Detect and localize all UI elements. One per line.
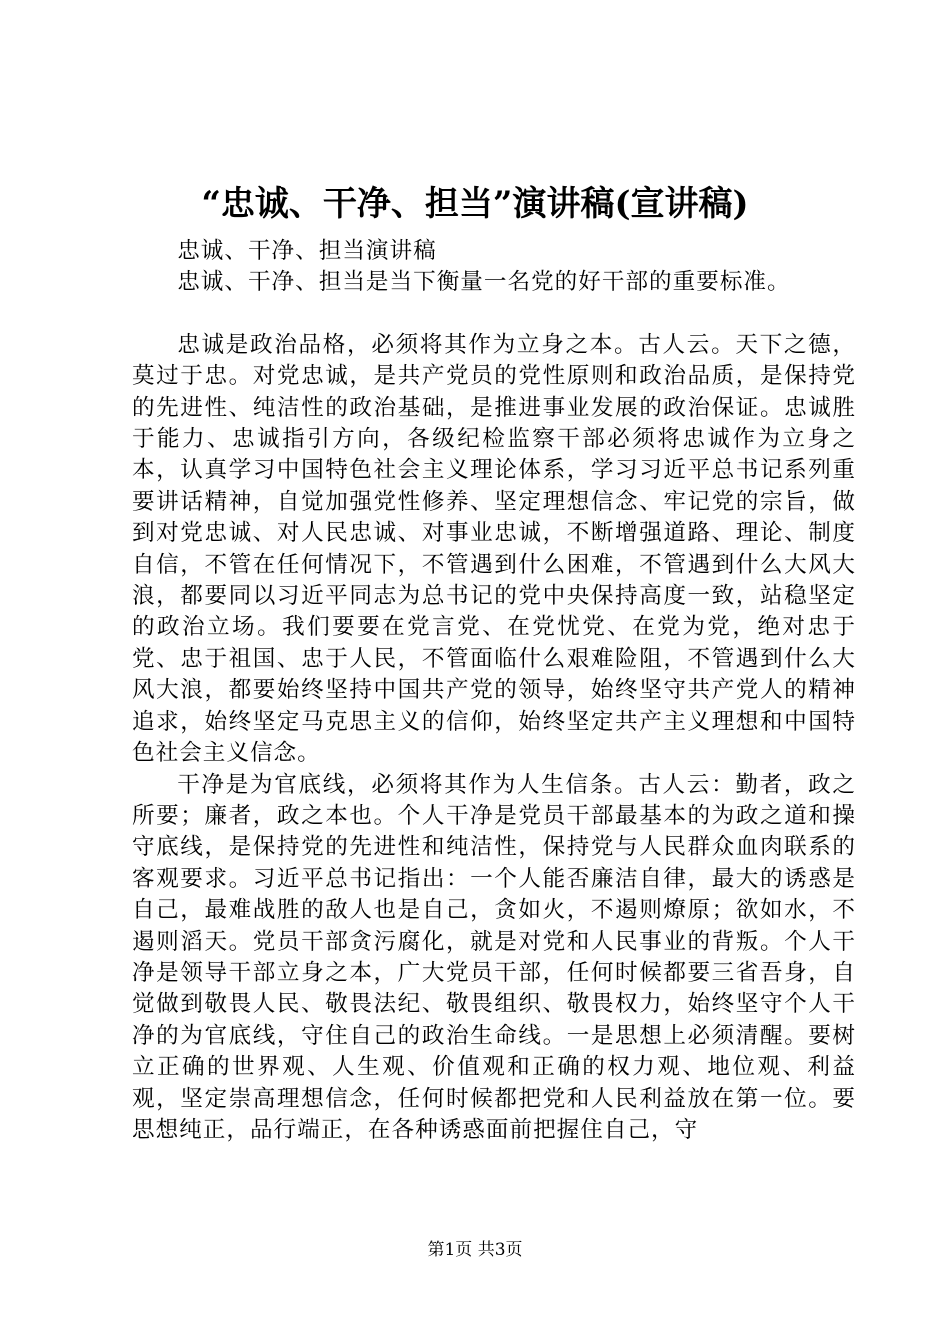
document-body: [132, 236, 856, 1146]
integrity-paragraph: 干净是为官底线，必须将其作为人生信条。古人云：勤者，政之所要；廉者，政之本也。个人干净是党员干部最基本的为政之道和操守底线，是保持党的先进性和纯洁性，保持党与人民群众血肉联系的客观要求。习近平总书记指出：一个人能否廉洁自律，最大的诱惑是自己，最难战胜的敌人也是自己，贪如火，不遏则燎原；欲如水，不遏则滔天。党员干部贪污腐化，就是对党和人民事业的背叛。个人干净是领导干部立身之本，广大党员干部，任何时候都要三省吾身，自觉做到敬畏人民、敬畏法纪、敬畏组织、敬畏权力，始终坚守个人干净的为官底线，守住自己的政治生命线。一是思想上必须清醒。要树立正确的世界观、人生观、价值观和正确的权力观、地位观、利益观，坚定崇高理想信念，任何时候都把党和人民利益放在第一位。要思想纯正，品行端正，在各种诱惑面前把握住自己，守: [132, 771, 856, 1143]
subtitle-paragraph: 忠诚、干净、担当演讲稿: [177, 238, 437, 264]
intro-paragraph: 忠诚、干净、担当是当下衡量一名党的好干部的重要标准。: [177, 269, 791, 296]
loyalty-paragraph: 忠诚是政治品格，必须将其作为立身之本。古人云。天下之德，莫过于忠。对党忠诚，是共产党员的党性原则和政治品质，是保持党的先进性、纯洁性的政治基础，是推进事业发展的政治保证。忠诚胜于能力、忠诚指引方向，各级纪检监察干部必须将忠诚作为立身之本，认真学习中国特色社会主义理论体系，学习习近平总书记系列重要讲话精神，自觉加强党性修养、坚定理想信念、牢记党的宗旨，做到对党忠诚、对人民忠诚、对事业忠诚，不断增强道路、理论、制度自信，不管在任何情况下，不管遇到什么困难，不管遇到什么大风大浪，都要同以习近平同志为总书记的党中央保持高度一致，站稳坚定的政治立场。我们要要在党言党、在党忧党、在党为党，绝对忠于党、忠于祖国、忠于人民，不管面临什么艰难险阻，不管遇到什么大风大浪，都要始终坚持中国共产党的领导，始终坚守共产党人的精神追求，始终坚定马克思主义的信仰，始终坚定共产主义理想和中国特色社会主义信念。: [132, 331, 856, 767]
page-footer: 第1页 共3页: [427, 1240, 523, 1260]
document-title: “忠诚、干净、担当”演讲稿(宣讲稿): [201, 184, 749, 224]
